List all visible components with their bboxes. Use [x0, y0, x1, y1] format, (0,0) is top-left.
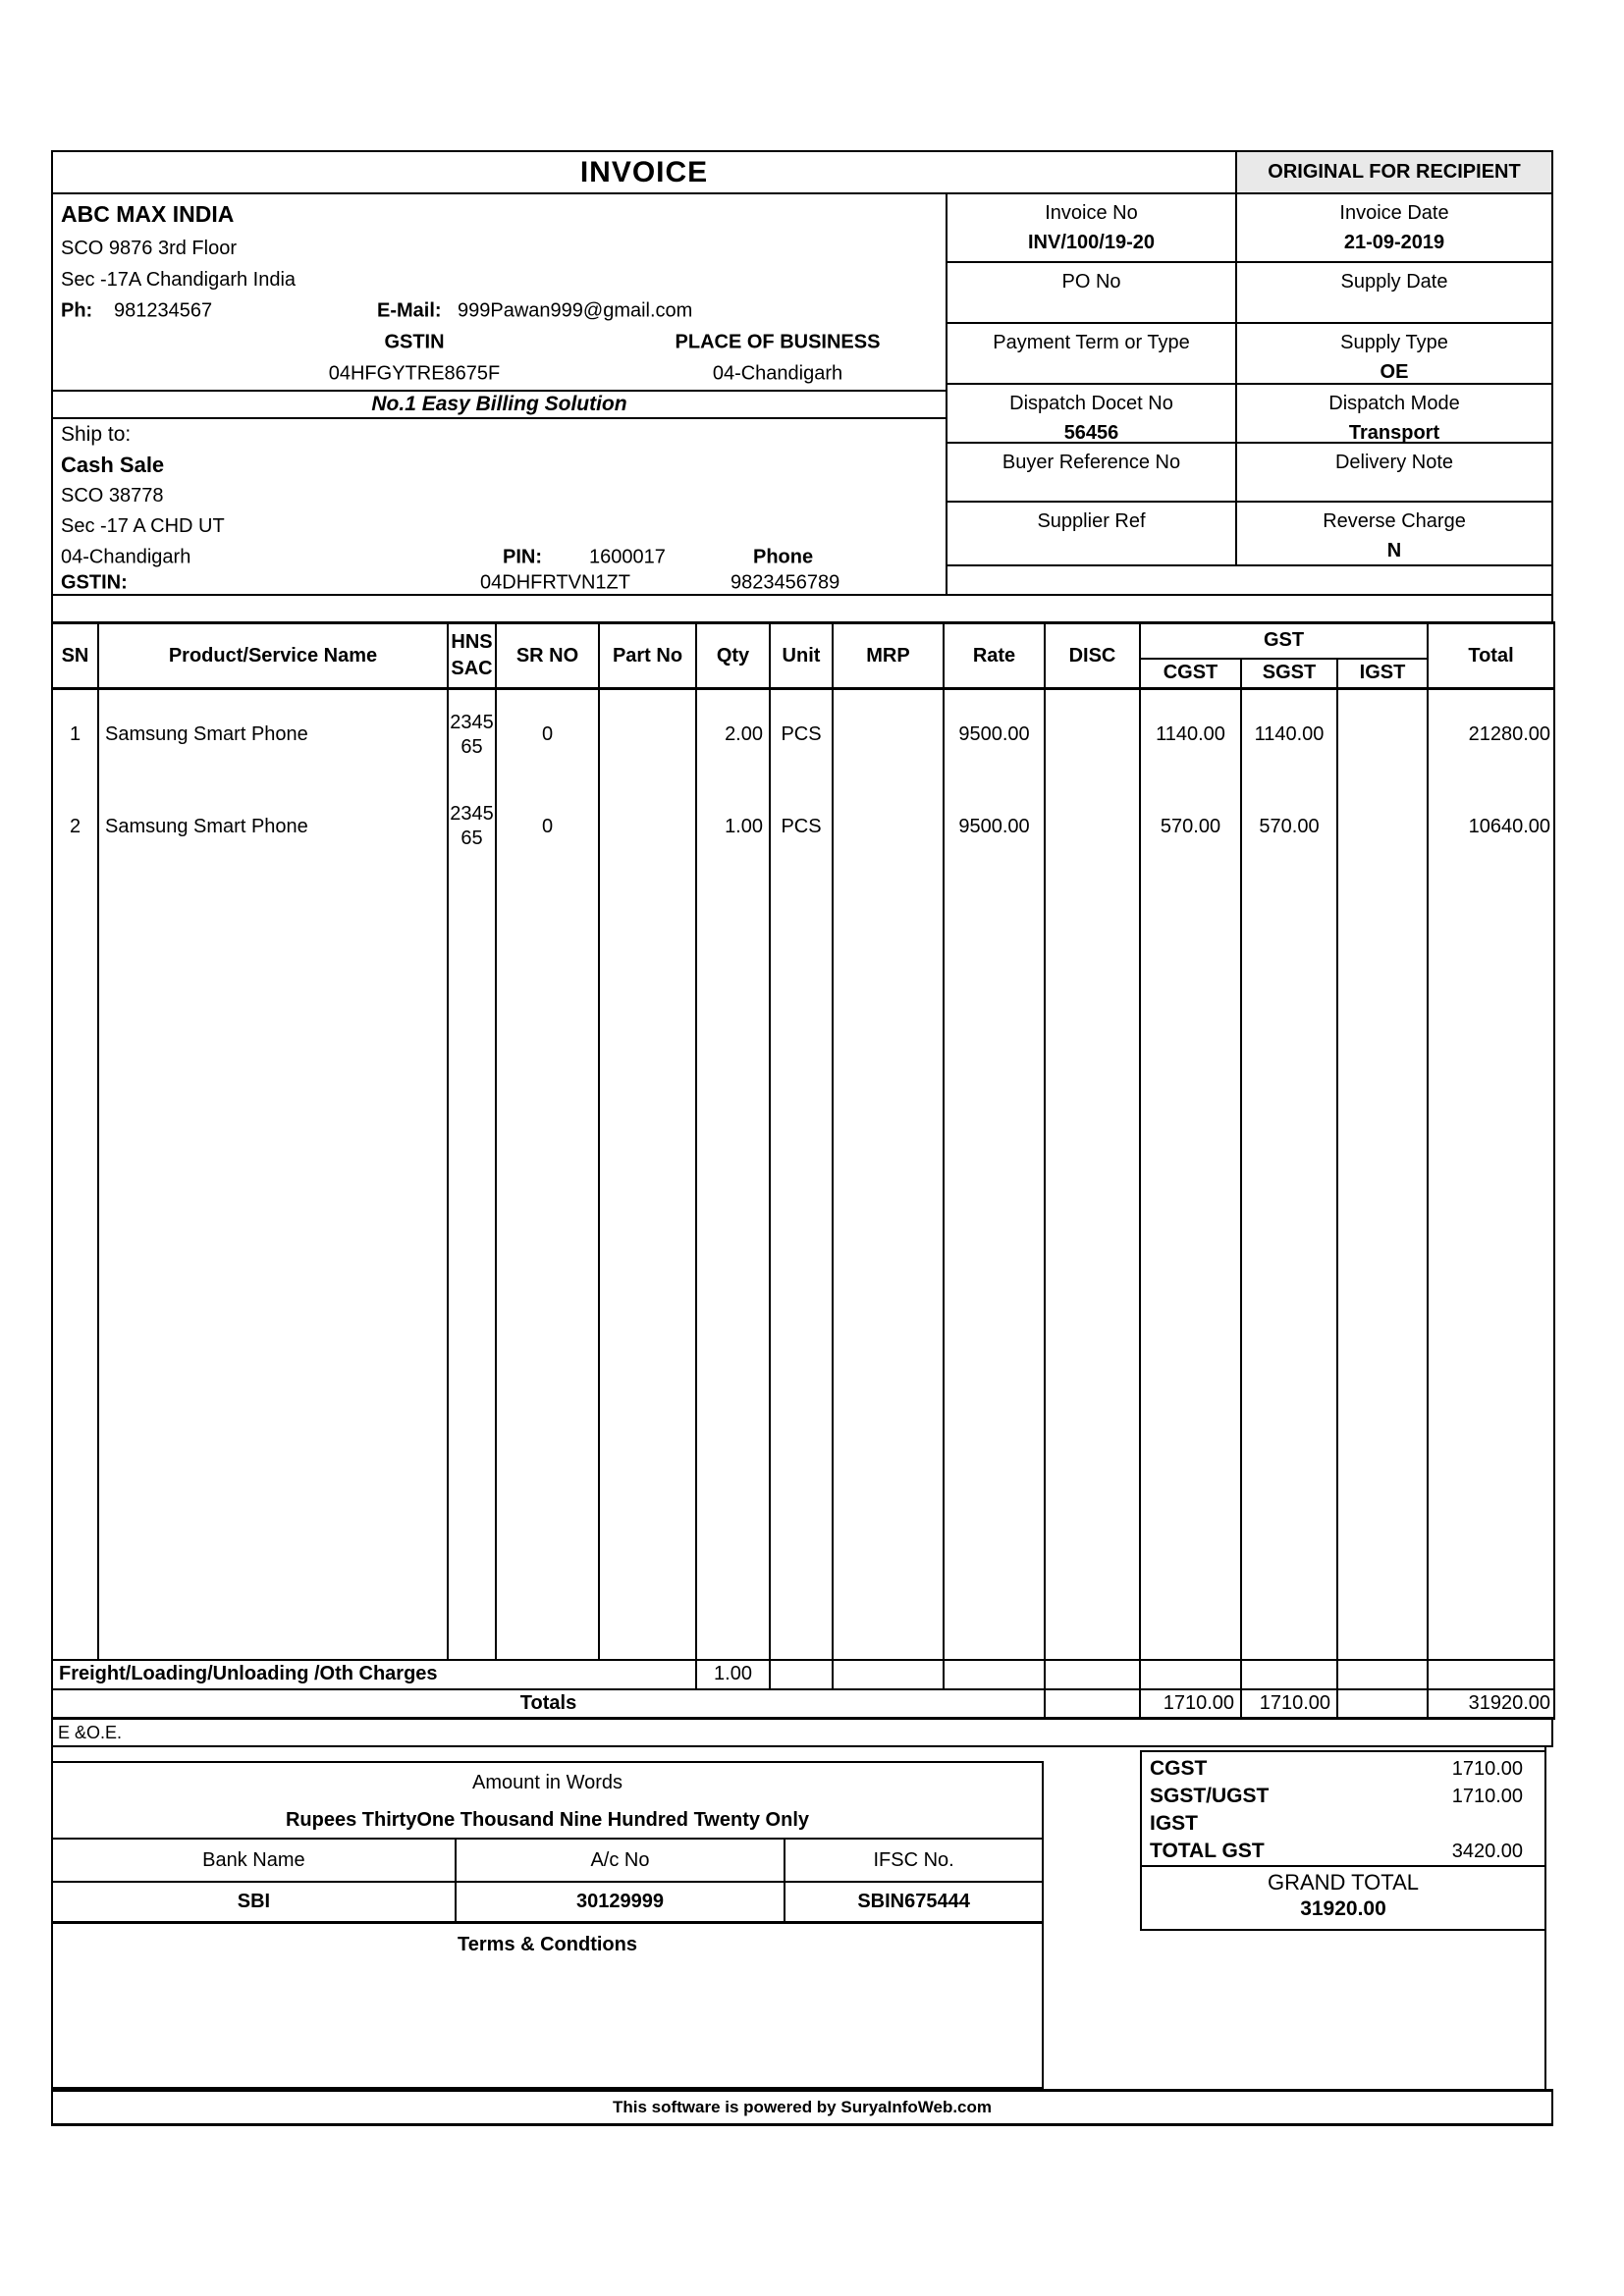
col-header-qty: Qty	[696, 623, 770, 689]
seller-phone-label: Ph:	[61, 299, 93, 322]
supply-date-cell	[1235, 263, 1551, 322]
ship-to-phone-label: Phone	[753, 546, 814, 567]
document-title: INVOICE	[579, 155, 709, 188]
item-rate: 9500.00	[944, 780, 1045, 874]
seller-contact-row	[53, 295, 946, 327]
item-row	[52, 780, 1554, 874]
items-table	[51, 621, 1555, 1720]
item-product: Samsung Smart Phone	[98, 780, 448, 874]
filler-cell	[770, 874, 833, 1660]
supplier-ref-cell	[947, 503, 1235, 564]
col-header-sr-no: SR NO	[496, 623, 599, 689]
totals-label: Totals	[52, 1689, 1045, 1719]
item-hns	[448, 780, 496, 874]
seller-name: ABC MAX INDIA	[61, 201, 235, 227]
bank-values-row	[53, 1883, 1042, 1924]
item-disc	[1045, 689, 1140, 780]
item-mrp	[833, 780, 944, 874]
gst-summary-sgst-row	[1142, 1783, 1544, 1810]
po-no-label: PO No	[1061, 271, 1121, 293]
item-sn: 1	[52, 689, 98, 780]
invoice-no-label: Invoice No	[1045, 202, 1138, 224]
invoice-no-cell	[947, 194, 1235, 261]
filler-cell	[1045, 874, 1140, 1660]
buyer-reference-cell	[947, 444, 1235, 501]
item-sr-no: 0	[496, 780, 599, 874]
col-header-unit: Unit	[770, 623, 833, 689]
meta-row-dispatch	[947, 385, 1551, 444]
filler-cell	[1428, 874, 1554, 1660]
dispatch-docet-cell	[947, 385, 1235, 442]
col-header-disc: DISC	[1045, 623, 1140, 689]
supply-type-cell	[1235, 324, 1551, 383]
ship-to-phone: 9823456789	[731, 571, 840, 594]
ship-to-gstin-label: GSTIN:	[61, 571, 128, 594]
po-no-cell	[947, 263, 1235, 322]
item-total: 21280.00	[1428, 689, 1554, 780]
gst-summary-total-row	[1142, 1838, 1544, 1865]
amount-and-bank-box	[53, 1761, 1044, 2089]
copy-type-badge: ORIGINAL FOR RECIPIENT	[1235, 152, 1551, 192]
col-header-sn: SN	[52, 623, 98, 689]
summary-sgst-value: 1710.00	[1451, 1785, 1523, 1807]
seller-address-line1: SCO 9876 3rd Floor	[61, 237, 237, 259]
totals-grand: 31920.00	[1428, 1689, 1554, 1719]
item-sgst: 570.00	[1241, 780, 1337, 874]
seller-gstin-value: 04HFGYTRE8675F	[328, 362, 501, 385]
ship-to-pin-label: PIN:	[503, 546, 542, 567]
filler-cell	[448, 874, 496, 1660]
summary-total-gst-label: TOTAL GST	[1150, 1840, 1265, 1862]
gst-summary-cgst-row	[1142, 1755, 1544, 1783]
totals-igst	[1337, 1689, 1428, 1719]
freight-mrp-cell	[833, 1660, 944, 1689]
freight-rate-cell	[944, 1660, 1045, 1689]
item-hns-line2: 65	[460, 828, 483, 849]
reverse-charge-value: N	[1386, 540, 1402, 561]
seller-address-line2: Sec -17A Chandigarh India	[61, 268, 297, 291]
item-hns	[448, 689, 496, 780]
item-disc	[1045, 780, 1140, 874]
ship-to-heading: Ship to:	[61, 422, 132, 446]
item-mrp	[833, 689, 944, 780]
seller-email: 999Pawan999@gmail.com	[458, 299, 693, 322]
summary-sgst-label: SGST/UGST	[1150, 1785, 1270, 1807]
amount-in-words-label: Amount in Words	[471, 1771, 623, 1793]
item-cgst: 570.00	[1140, 780, 1241, 874]
col-header-product: Product/Service Name	[98, 623, 448, 689]
item-part-no	[599, 780, 696, 874]
item-hns-line1: 2345	[450, 803, 494, 825]
summary-cgst-label: CGST	[1150, 1757, 1208, 1780]
item-hns-line1: 2345	[450, 711, 494, 733]
ship-to-city: 04-Chandigarh	[61, 546, 191, 567]
ship-to-gstin: 04DHFRTVN1ZT	[480, 571, 630, 594]
freight-total-cell	[1428, 1660, 1554, 1689]
item-cgst: 1140.00	[1140, 689, 1241, 780]
ship-to-city-row	[53, 542, 946, 572]
gst-summary-box	[1140, 1750, 1546, 1931]
hns-line2: SAC	[451, 658, 493, 679]
reverse-charge-label: Reverse Charge	[1323, 510, 1466, 532]
col-header-part-no: Part No	[599, 623, 696, 689]
item-product: Samsung Smart Phone	[98, 689, 448, 780]
filler-cell	[944, 874, 1045, 1660]
item-rate: 9500.00	[944, 689, 1045, 780]
totals-disc-cell	[1045, 1689, 1140, 1719]
filler-cell	[496, 874, 599, 1660]
col-header-rate: Rate	[944, 623, 1045, 689]
item-sgst: 1140.00	[1241, 689, 1337, 780]
ship-to-address-line1: SCO 38778	[61, 485, 164, 507]
freight-label: Freight/Loading/Unloading /Oth Charges	[52, 1660, 696, 1689]
item-row	[52, 689, 1554, 780]
meta-row-payment	[947, 324, 1551, 385]
item-unit: PCS	[770, 780, 833, 874]
ship-to-name: Cash Sale	[61, 453, 165, 477]
supply-date-label: Supply Date	[1340, 271, 1448, 293]
dispatch-mode-cell	[1235, 385, 1551, 442]
meta-row-po	[947, 263, 1551, 324]
bank-name-label: Bank Name	[202, 1848, 305, 1871]
filler-cell	[1337, 874, 1428, 1660]
eoe-row: E &O.E.	[51, 1720, 1553, 1747]
ship-to-pin: 1600017	[589, 546, 666, 567]
totals-cgst: 1710.00	[1140, 1689, 1241, 1719]
item-igst	[1337, 689, 1428, 780]
acc-no-label: A/c No	[455, 1840, 784, 1881]
buyer-reference-label: Buyer Reference No	[1001, 452, 1181, 473]
filler-cell	[1241, 874, 1337, 1660]
invoice-date-value: 21-09-2019	[1343, 232, 1445, 253]
payment-term-cell	[947, 324, 1235, 383]
filler-cell	[52, 874, 98, 1660]
summary-total-gst-value: 3420.00	[1451, 1840, 1523, 1862]
seller-phone: 981234567	[114, 299, 213, 322]
invoice-date-label: Invoice Date	[1339, 202, 1449, 224]
seller-gst-values-row	[53, 358, 946, 390]
ship-to-gstin-row	[53, 572, 946, 594]
col-header-igst: IGST	[1337, 659, 1428, 689]
item-hns-line2: 65	[460, 735, 483, 758]
hns-line1: HNS	[451, 631, 493, 653]
freight-disc-cell	[1045, 1660, 1140, 1689]
freight-unit-cell	[770, 1660, 833, 1689]
item-unit: PCS	[770, 689, 833, 780]
freight-row	[52, 1660, 1554, 1689]
seller-gstin-label: GSTIN	[384, 331, 445, 353]
summary-igst-label: IGST	[1150, 1812, 1199, 1835]
dispatch-mode-value: Transport	[1348, 422, 1440, 444]
meta-row-invoice	[947, 194, 1551, 263]
meta-row-supplier	[947, 503, 1551, 566]
bottom-section	[51, 1747, 1553, 2089]
supply-type-label: Supply Type	[1340, 332, 1448, 353]
grand-total-label: GRAND TOTAL	[1267, 1870, 1420, 1895]
filler-cell	[833, 874, 944, 1660]
col-header-cgst: CGST	[1140, 659, 1241, 689]
freight-sgst-cell	[1241, 1660, 1337, 1689]
place-of-business-value: 04-Chandigarh	[712, 362, 843, 385]
acc-no-value: 30129999	[455, 1883, 784, 1921]
grand-total-block	[1142, 1865, 1544, 1929]
header-section	[51, 194, 1553, 596]
item-part-no	[599, 689, 696, 780]
ship-to-address-line2: Sec -17 A CHD UT	[61, 515, 225, 537]
reverse-charge-cell	[1235, 503, 1551, 564]
tagline: No.1 Easy Billing Solution	[53, 390, 946, 419]
item-qty: 1.00	[696, 780, 770, 874]
totals-row	[52, 1689, 1554, 1719]
bank-header-row	[53, 1840, 1042, 1883]
seller-gst-labels-row	[53, 327, 946, 358]
item-sn: 2	[52, 780, 98, 874]
supply-type-value: OE	[1380, 361, 1409, 383]
terms-heading: Terms & Condtions	[458, 1933, 637, 1955]
freight-igst-cell	[1337, 1660, 1428, 1689]
dispatch-docet-value: 56456	[1063, 422, 1119, 444]
item-igst	[1337, 780, 1428, 874]
dispatch-docet-label: Dispatch Docet No	[1009, 393, 1173, 414]
summary-cgst-value: 1710.00	[1451, 1757, 1523, 1780]
filler-cell	[98, 874, 448, 1660]
bank-name-value: SBI	[237, 1891, 271, 1912]
invoice-date-cell	[1235, 194, 1551, 261]
spacer-strip	[51, 596, 1553, 621]
empty-filler-row	[52, 874, 1554, 1660]
seller-block	[53, 194, 946, 594]
col-header-mrp: MRP	[833, 623, 944, 689]
invoice-document	[51, 150, 1553, 2126]
delivery-note-label: Delivery Note	[1334, 452, 1454, 473]
ifsc-value: SBIN675444	[784, 1883, 1042, 1921]
col-header-sgst: SGST	[1241, 659, 1337, 689]
item-total: 10640.00	[1428, 780, 1554, 874]
filler-cell	[599, 874, 696, 1660]
item-qty: 2.00	[696, 689, 770, 780]
title-row	[51, 150, 1553, 194]
payment-term-label: Payment Term or Type	[993, 332, 1190, 353]
software-credit-footer: This software is powered by SuryaInfoWeb.com	[51, 2089, 1553, 2126]
delivery-note-cell	[1235, 444, 1551, 501]
supplier-ref-label: Supplier Ref	[1037, 510, 1146, 532]
item-sr-no: 0	[496, 689, 599, 780]
freight-qty: 1.00	[696, 1660, 770, 1689]
col-header-hns-sac	[448, 623, 496, 689]
gst-summary-igst-row	[1142, 1810, 1544, 1838]
meta-row-empty	[947, 566, 1551, 594]
freight-cgst-cell	[1140, 1660, 1241, 1689]
place-of-business-label: PLACE OF BUSINESS	[675, 331, 881, 353]
col-header-total: Total	[1428, 623, 1554, 689]
meta-row-buyer-ref	[947, 444, 1551, 503]
filler-cell	[696, 874, 770, 1660]
col-header-gst: GST	[1140, 623, 1428, 659]
invoice-meta-panel	[946, 194, 1551, 594]
amount-in-words-value: Rupees ThirtyOne Thousand Nine Hundred Twenty Only	[53, 1802, 1042, 1840]
seller-email-label: E-Mail:	[377, 299, 442, 322]
dispatch-mode-label: Dispatch Mode	[1328, 393, 1460, 414]
invoice-no-value: INV/100/19-20	[1028, 232, 1155, 253]
grand-total-value: 31920.00	[1300, 1897, 1386, 1920]
ifsc-label: IFSC No.	[784, 1840, 1042, 1881]
filler-cell	[1140, 874, 1241, 1660]
items-header-row	[52, 623, 1554, 659]
totals-sgst: 1710.00	[1241, 1689, 1337, 1719]
